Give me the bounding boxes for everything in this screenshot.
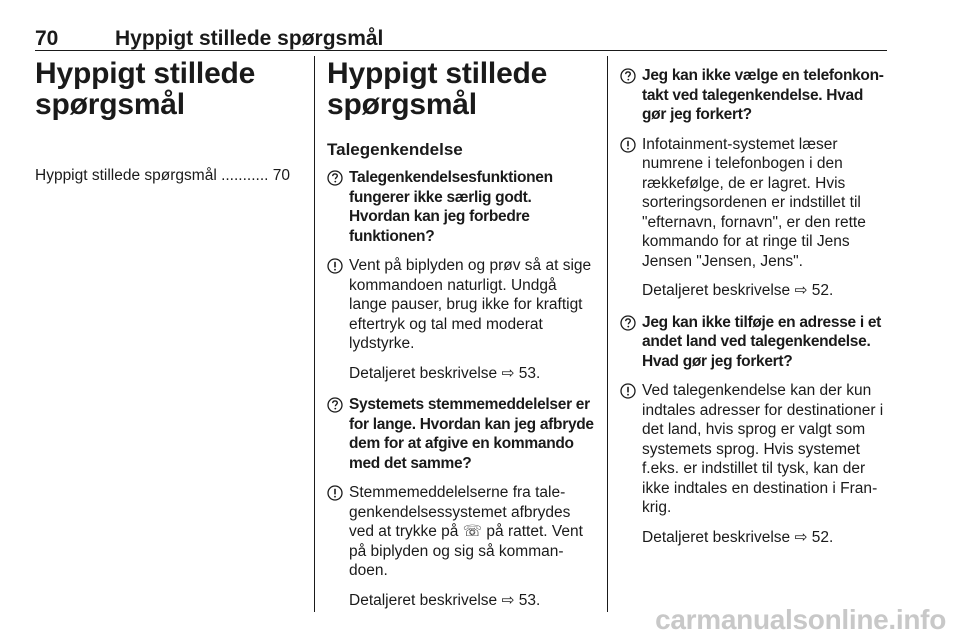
- exclamation-circle-icon: [620, 135, 642, 153]
- question-text: Systemets stemmemeddelelser er for lange. Hvordan kan jeg afbryde dem for at afgive en kommando med det samme?: [349, 396, 594, 472]
- chapter-title-line2: spørgsmål: [35, 88, 185, 121]
- watermark: carmanualsonline.info: [655, 604, 946, 635]
- question-circle-icon: [327, 168, 349, 186]
- answer-4: [620, 381, 888, 518]
- exclamation-circle-icon: [620, 381, 642, 399]
- answer-text: Ved talegenkendelse kan der kun indtales adresser for destinationer i det land, hvis sprog er valgt som systemets sprog. Hvis systemet f.eks. er indstillet til tysk, kan der ikke indtales en destination i Frankrig.: [642, 382, 884, 516]
- toc-column: [35, 58, 303, 186]
- question-text: Jeg kan ikke tilføje en adresse i et andet land ved talegenkendelse. Hvad gør jeg forkert?: [642, 313, 882, 370]
- answer-text: Stemmemeddelelserne fra talegenkendelsessystemet afbrydes ved at trykke på ☏ på rattet. Vent på biplyden og sig så kommandoen.: [349, 484, 583, 579]
- column-divider-1: [314, 56, 315, 612]
- chapter-title-line1: Hyppigt stillede: [35, 57, 256, 90]
- column-divider-2: [607, 56, 608, 612]
- content-column-1: [327, 58, 595, 610]
- question-text: Talegenkendelsesfunktionen fungerer ikke særlig godt. Hvordan kan jeg forbedre funktionen?: [349, 169, 553, 245]
- answer-3: [620, 135, 888, 272]
- section-title-line2: spørgsmål: [327, 88, 477, 121]
- detail-reference[interactable]: Detaljeret beskrivelse ⇨ 53.: [349, 591, 541, 609]
- question-3: [620, 66, 888, 125]
- question-circle-icon: [620, 66, 642, 84]
- answer-2: [327, 483, 595, 581]
- answer-text: Infotainment-systemet læser numrene i telefonbogen i den rækkefølge, de er lagret. Hvis sorteringsordenen er indstillet til "efternavn, fornavn", er den rette kommando for at ringe til Jens Jensen "Jensen, Jens".: [642, 135, 866, 270]
- detail-reference[interactable]: Detaljeret beskrivelse ⇨ 53.: [349, 364, 541, 382]
- chapter-title: [35, 58, 303, 120]
- exclamation-circle-icon: [327, 483, 349, 501]
- page-number: 70: [35, 27, 59, 50]
- toc-entry[interactable]: Hyppigt stillede spørgsmål ........... 70: [35, 167, 290, 184]
- detail-reference[interactable]: Detaljeret beskrivelse ⇨ 52.: [642, 528, 834, 546]
- content-column-2: [620, 66, 888, 547]
- question-circle-icon: [327, 395, 349, 413]
- question-circle-icon: [620, 313, 642, 331]
- question-4: [620, 313, 888, 372]
- answer-text: Vent på biplyden og prøv så at sige kommandoen naturligt. Undgå lange pauser, brug ikke for kraftigt eftertryk og tal med moderat lydstyrke.: [349, 257, 592, 352]
- answer-1: [327, 256, 595, 354]
- question-2: [327, 395, 595, 473]
- detail-reference[interactable]: Detaljeret beskrivelse ⇨ 52.: [642, 282, 834, 299]
- subheading: Talegenkendelse: [327, 140, 463, 159]
- running-header-title: Hyppigt stillede spørgsmål: [115, 27, 384, 50]
- section-title-line1: Hyppigt stillede: [327, 57, 548, 90]
- section-title: [327, 58, 595, 120]
- header-rule: [35, 50, 887, 51]
- question-text: Jeg kan ikke vælge en telefonkontakt ved talegenkendelse. Hvad gør jeg forkert?: [642, 67, 884, 123]
- question-1: [327, 168, 595, 246]
- exclamation-circle-icon: [327, 256, 349, 274]
